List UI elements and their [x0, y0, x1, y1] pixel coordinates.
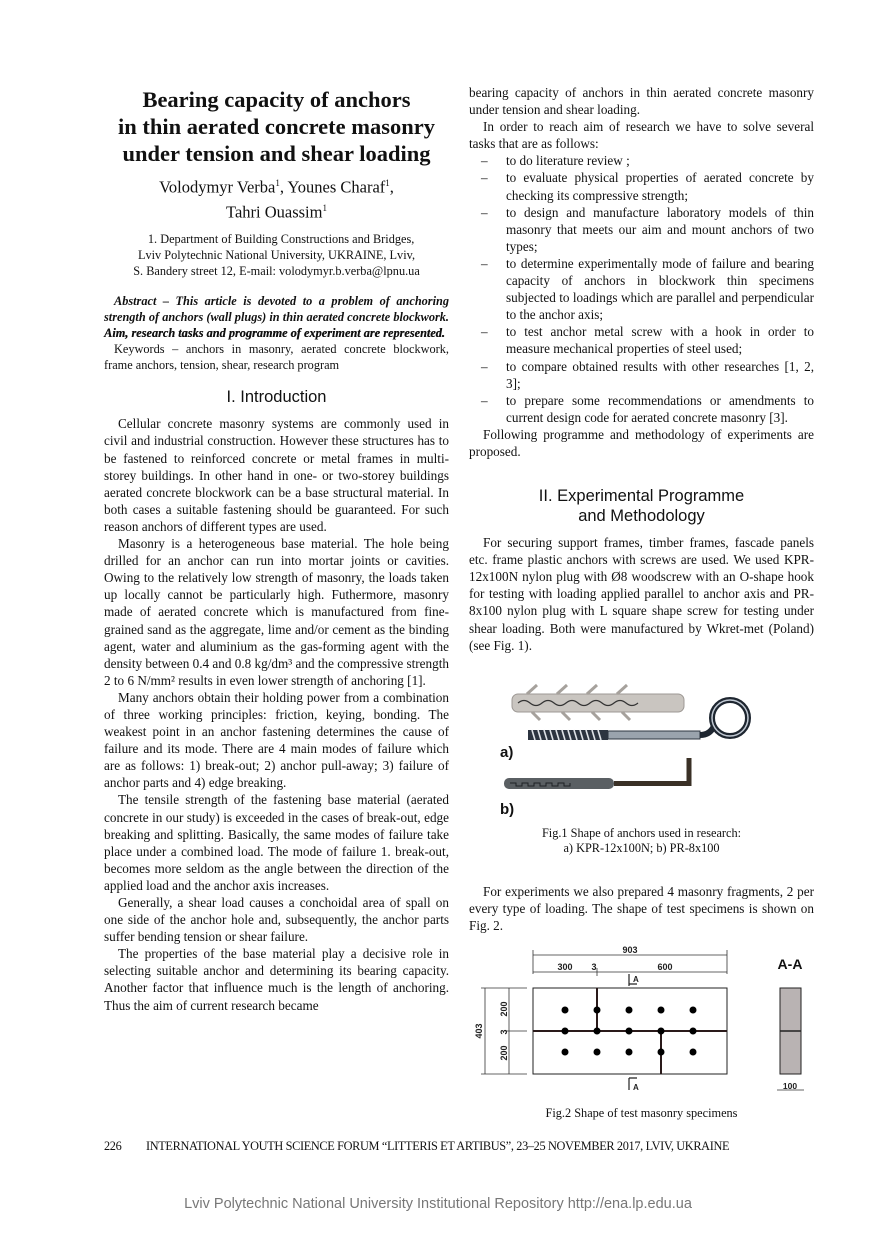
figure-2-caption: Fig.2 Shape of test masonry specimens	[545, 1106, 738, 1121]
author-list: Volodymyr Verba$^1$, Younes Charaf$^1$, Tahri Ouassim$^1$	[159, 177, 394, 221]
repository-watermark: Lviv Polytechnic National University Institutional Repository http://ena.lp.edu.ua	[184, 1196, 692, 1212]
paragraph: Masonry is a heterogeneous base material. The hole being drilled for an anchor can run into mortar joints or cavities. Owing to the relatively low strength of masonry, the loads taken up locally cannot be particularly high. Futhermore, masonry made of aerated concrete which is manufactured from fine-grained sand as the aggregate, lime and/or cement as the binding agent, water and aluminium as the gas-forming agent with the density between 0.4 and 0.8 kg/dm³ and the compressive strength 2 to 6 N/mm² results in even lower strength of anchoring [1].	[104, 536, 449, 688]
affil-mark: 1	[385, 178, 390, 188]
title-line: under tension and shear loading	[122, 141, 431, 166]
abstract-label: Abstract –	[114, 294, 176, 309]
abstract-text: This article is devoted to a problem of anchoring strength of anchors (wall plugs) in thin aerated concrete blockwork.	[104, 294, 449, 325]
keywords: Keywords – anchors in masonry, aerated concrete blockwork, frame anchors, tension, shear, research program	[104, 342, 449, 373]
left-column	[104, 86, 449, 1014]
paragraph: Following programme and methodology of experiments are proposed.	[469, 426, 814, 459]
dim-total-height: 403	[474, 1023, 484, 1039]
page-number: 226	[104, 1139, 122, 1153]
figure-label-b: b)	[499, 800, 514, 818]
section-title: A-A	[777, 956, 803, 973]
paragraph: The tensile strength of the fastening base material (aerated concrete in our study) is exceeded in the cases of break-out, edge breaking and splitting. Basically, the same modes of failure take place under a combined load. The mode of failure 1. break-out, becomes more seldom as the angle between the direction of the applied load and the anchor axis increases.	[104, 792, 449, 893]
paragraph: For experiments we also prepared 4 masonry fragments, 2 per every type of loading. The shape of test specimens is shown on Fig. 2.	[469, 883, 814, 933]
task-item: – to test anchor metal screw with a hook in order to measure mechanical properties of steel used;	[469, 323, 814, 357]
section-heading-introduction: I. Introduction	[226, 388, 327, 407]
task-item: – to compare obtained results with other researches [1, 2, 3];	[469, 358, 814, 392]
paragraph: Many anchors obtain their holding power from a combination of three working principles: friction, keying, bonding. The weakest point in an anchor fastening determines the cause of failure and its mode. There are 4 main modes of failure which are as follows: 1) break-out; 2) anchor pull-away; 3) failure of anchor parts and 4) edge breaking.	[104, 689, 449, 791]
author-name: Tahri Ouassim	[226, 202, 323, 221]
task-item: – to do literature review ;	[469, 152, 814, 169]
task-item: – to prepare some recommendations or amendments to current design code for aerated concrete masonry [3].	[469, 392, 814, 426]
section-heading-methodology	[469, 486, 814, 526]
affil-mark: 1	[275, 178, 280, 188]
kpr-plug-icon	[512, 685, 684, 720]
specimen-drawing	[469, 942, 819, 1102]
anchors-photo	[492, 682, 792, 822]
affiliation-line: 1. Department of Building Constructions and Bridges,	[147, 232, 415, 246]
abstract	[104, 293, 449, 341]
task-list	[469, 152, 814, 426]
paragraph: Generally, a shear load causes a conchoidal area of spall on one side of the anchor hole and, subsequently, the anchor parts suffer bending tension or shear failure.	[104, 895, 449, 945]
caption-line: a) KPR-12x100N; b) PR-8x100	[563, 841, 720, 856]
paragraph: For securing support frames, timber frames, fascade panels etc. frame plastic anchors with screws are used. We used KPR-12x100N nylon plug with Ø8 woodscrew with an O-shape hook for testing with loading applied parallel to anchor axis and PR-8x100 nylon plug with L square shape screw for testing under shear loading. Both were manufactured by Wkret-met (Poland) (see Fig. 1).	[469, 535, 814, 653]
dim-right: 600	[657, 962, 673, 973]
author-name: Younes Charaf	[287, 177, 386, 197]
paragraph: Cellular concrete masonry systems are commonly used in civil and industrial construction. However these structures has to be fastened to reinforced concrete or metal frames in multi-storey buildings. In other hand in one- or two-storey buildings aerated concrete blockwork can be a base structural material. In both cases a suitable fastening should be guaranteed. For such reason anchors of different types are used.	[104, 416, 449, 534]
dim-joint: 3	[591, 962, 597, 973]
title-line: Bearing capacity of anchors	[142, 87, 411, 112]
task-item: – to evaluate physical properties of aerated concrete by checking its compressive strength;	[469, 169, 814, 203]
paragraph: The properties of the base material play a decisive role in selecting suitable anchor and determining its bearing capacity. Another factor that influence much is the length of anchoring. Thus the aim of current research became	[104, 946, 449, 1013]
page-footer	[104, 1139, 729, 1154]
section-mark-bottom: A	[633, 1083, 639, 1093]
right-column	[469, 84, 814, 1122]
figure-2	[469, 942, 814, 1122]
affiliation-line: S. Bandery street 12, E-mail: volodymyr.b.verba@lpnu.ua	[133, 263, 420, 278]
paragraph-continuation: bearing capacity of anchors in thin aerated concrete masonry under tension and shear loading.	[469, 85, 814, 118]
affil-mark: 1	[322, 202, 327, 213]
dim-left: 300	[557, 962, 573, 973]
figure-label-a: a)	[499, 743, 513, 761]
dim-bottom: 200	[499, 1045, 509, 1061]
affiliation	[104, 232, 449, 279]
dim-total-width: 903	[622, 945, 638, 956]
abstract-emphasis: Aim, research tasks and programme of experiment are represented.	[104, 326, 445, 341]
heading-line: II. Experimental Programme	[538, 487, 745, 506]
section-mark-top: A	[633, 975, 639, 985]
title-line: in thin aerated concrete masonry	[117, 114, 436, 139]
figure-1	[469, 682, 814, 857]
paper-title	[104, 86, 449, 167]
task-item: – to determine experimentally mode of failure and bearing capacity of anchors in blockwork thin specimens subjected to loadings which are parallel and perpendicular to the anchor axis;	[469, 255, 814, 323]
figure-1-caption	[469, 826, 814, 857]
pr-plug-icon	[504, 758, 689, 789]
dim-top: 200	[499, 1001, 509, 1017]
heading-line: and Methodology	[578, 507, 705, 526]
section-width: 100	[782, 1081, 798, 1092]
affiliation-line: Lviv Polytechnic National University, UKRAINE, Lviv,	[137, 247, 416, 262]
tasks-intro: In order to reach aim of research we have to solve several tasks that are as follows:	[469, 119, 814, 152]
conference-line: INTERNATIONAL YOUTH SCIENCE FORUM “LITTERIS ET ARTIBUS”, 23–25 NOVEMBER 2017, LVIV, UKRAINE	[146, 1139, 730, 1153]
author-name: Volodymyr Verba	[159, 177, 276, 197]
task-item: – to design and manufacture laboratory models of thin masonry that meets our aim and mount anchors of two types;	[469, 204, 814, 255]
dim-mid: 3	[499, 1029, 509, 1035]
caption-line: Fig.1 Shape of anchors used in research:	[541, 825, 742, 840]
